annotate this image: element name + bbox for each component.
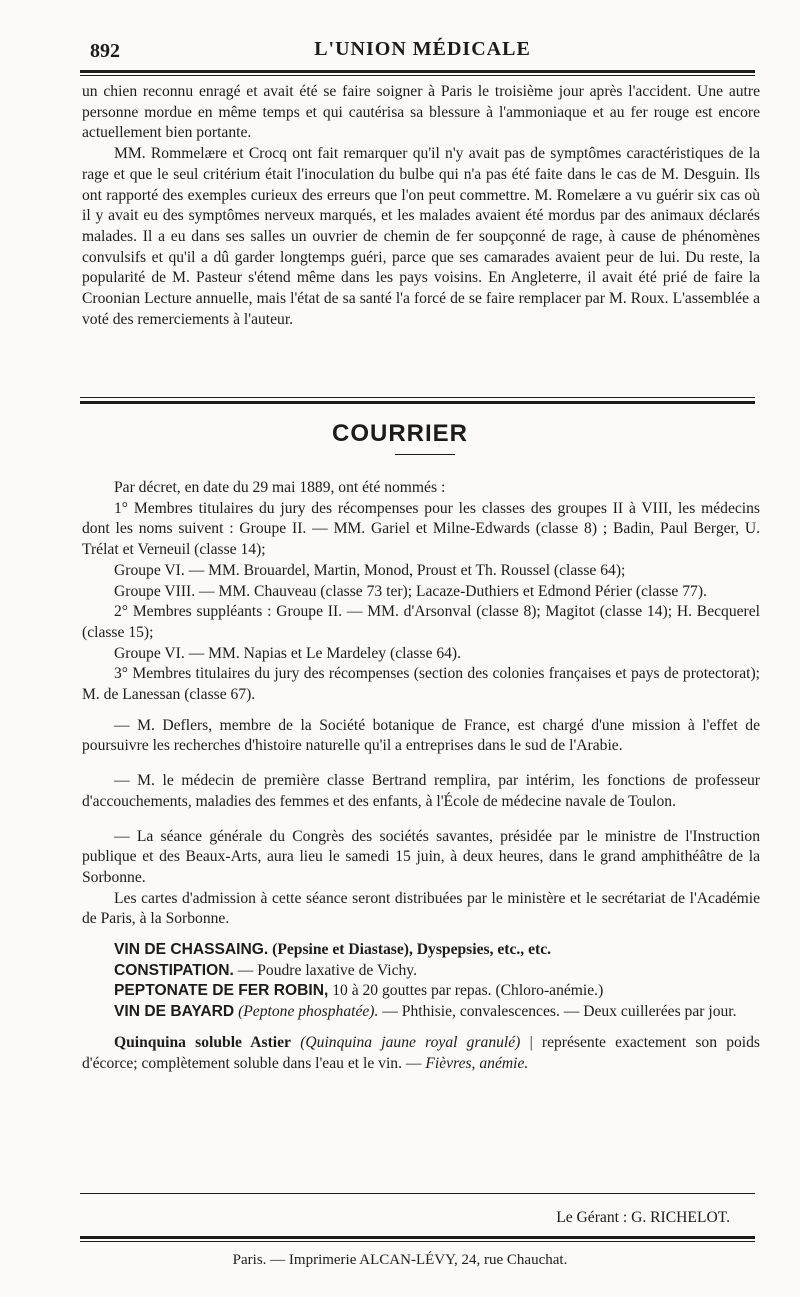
title-underline bbox=[395, 454, 455, 455]
decree-item: 2° Membres suppléants : Groupe II. — MM. d'Arsonval (classe 8); Magitot (classe 14); H. Becquerel (classe 15); bbox=[82, 603, 760, 641]
decree-item: Groupe VIII. — MM. Chauveau (classe 73 ter); Lacaze-Duthiers et Edmond Périer (classe 77). bbox=[114, 582, 707, 600]
section-title: COURRIER bbox=[331, 420, 468, 447]
advert-text: | représente exactement son poids d'écorce; complètement soluble dans l'eau et le vin. — bbox=[82, 1033, 761, 1072]
advert-name: VIN DE BAYARD bbox=[114, 1003, 235, 1021]
advert-text: 10 à 20 gouttes par repas. (Chloro-anémie.) bbox=[332, 982, 604, 1000]
advert-name: Quinquina soluble Astier bbox=[114, 1033, 291, 1051]
page-header bbox=[90, 34, 755, 64]
news-item: — La séance générale du Congrès des sociétés savantes, présidée par le ministre de l'Instruction publique et des Beaux-Arts, aura lieu le samedi 15 juin, à deux heures, dans le grand amphithéâtre de la Sorbonne. bbox=[82, 827, 760, 886]
advert-text: (Pepsine et Diastase), Dyspepsies, etc., etc. bbox=[272, 941, 552, 959]
signature: Le Gérant : G. RICHELOT. bbox=[556, 1209, 730, 1226]
running-title: L'UNION MÉDICALE bbox=[314, 38, 531, 60]
paragraph: un chien reconnu enragé et avait été se faire soigner à Paris le troisième jour après l'accident. Une autre personne mordue en même temps et qui cautérisa sa blessure à l'ammoniaque et au fer rouge est encore actuellement bien portante. bbox=[82, 83, 760, 142]
advert bbox=[82, 981, 760, 1002]
advert bbox=[82, 940, 760, 961]
advert-text: (Quinquina jaune royal granulé) bbox=[300, 1033, 521, 1051]
paragraph: MM. Rommelære et Crocq ont fait remarquer qu'il n'y avait pas de symptômes caractéristiques de la rage et que le seul critérium était l'inoculation du bulbe qui n'a pas été faite dans le cas de M. Desguin. Ils ont rapporté des exemples curieux des erreurs que l'on peut commettre. M. Romelære a vu guérir six cas où il y avait eu des symptômes nerveux marqués, et les malades avaient été mordus par des animaux déclarés malades. Il a eu dans ses salles un ouvrier de chemin de fer soupçonné de rage, à cause de phénomènes convulsifs et qu'il a dû garder longtemps guéri, parce que ses camarades avaient peur de lui. Du reste, la popularité de M. Pasteur s'étend même dans les pays voisins. En Angleterre, il avait été prié de faire la Croonian Lecture annuelle, mais l'état de sa santé l'a forcé de se faire remplacer par M. Roux. L'assemblée a voté des remerciements à l'auteur. bbox=[82, 145, 760, 328]
decree-intro: Par décret, en date du 29 mai 1889, ont été nommés : bbox=[114, 479, 446, 496]
article-continuation bbox=[82, 82, 760, 330]
news-item: — M. le médecin de première classe Bertrand remplira, par intérim, les fonctions de professeur d'accouchements, maladies des femmes et des enfants, à l'École de médecine navale de Toulon. bbox=[82, 772, 760, 810]
decree-item: 3° Membres titulaires du jury des récompenses (section des colonies françaises et pays de protectorat); M. de Lanessan (classe 67). bbox=[82, 665, 760, 704]
advert bbox=[82, 1033, 760, 1074]
header-rule-thin bbox=[80, 75, 755, 76]
courrier-section bbox=[82, 478, 760, 1074]
footer-rule bbox=[80, 1193, 755, 1194]
header-rule bbox=[80, 70, 755, 73]
footer-rule-thick bbox=[80, 1236, 755, 1239]
news-item: — M. Deflers, membre de la Société botanique de France, est chargé d'une mission à l'effet de poursuivre les recherches d'histoire naturelle qu'il a entreprises dans le sud de l'Arabie. bbox=[82, 716, 760, 755]
decree-item: Groupe VI. — MM. Napias et Le Mardeley (classe 64). bbox=[114, 644, 462, 662]
advert-text: — Poudre laxative de Vichy. bbox=[237, 961, 417, 979]
advert-text: — Phthisie, convalescences. — Deux cuillerées par jour. bbox=[382, 1003, 737, 1021]
footer-rule-thin bbox=[80, 1241, 755, 1242]
section-rule bbox=[80, 397, 755, 398]
imprint-line: Paris. — Imprimerie ALCAN-LÉVY, 24, rue Chauchat. bbox=[232, 1252, 568, 1268]
decree-item: Groupe VI. — MM. Brouardel, Martin, Monod, Proust et Th. Roussel (classe 64); bbox=[114, 561, 626, 579]
page-number: 892 bbox=[90, 40, 120, 62]
advert-name: CONSTIPATION. bbox=[114, 961, 234, 979]
news-item: Les cartes d'admission à cette séance seront distribuées par le ministère et le secrétariat de l'Académie de Paris, à la Sorbonne. bbox=[82, 889, 760, 928]
advert bbox=[82, 961, 760, 982]
advert bbox=[82, 1002, 760, 1023]
advert-text: Fièvres, anémie. bbox=[425, 1054, 529, 1072]
decree-item: 1° Membres titulaires du jury des récompenses pour les classes des groupes II à VIII, les médecins dont les noms suivent : Groupe II. — MM. Gariel et Milne-Edwards (classe 8) ; Badin, Paul Berger, U. Trélat et Verneuil (classe 14); bbox=[82, 499, 760, 559]
advert-text: (Peptone phosphatée). bbox=[238, 1003, 379, 1021]
advert-name: VIN DE CHASSAING. bbox=[114, 941, 269, 959]
section-rule-thick bbox=[80, 401, 755, 404]
advert-name: PEPTONATE DE FER ROBIN, bbox=[114, 982, 329, 1000]
